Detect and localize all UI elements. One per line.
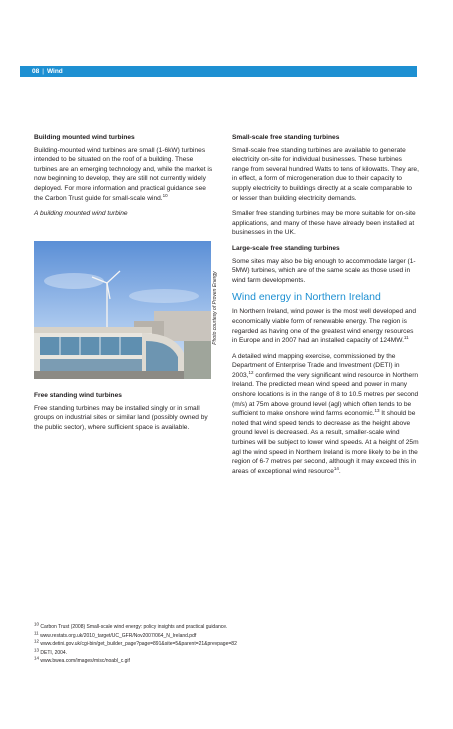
large-scale-para: Some sites may also be big enough to accommodate larger (1-5MW) turbines, which are of the same scale as those used in wind farm developments. [232, 257, 416, 284]
wind-mapping-para: A detailed wind mapping exercise, commissioned by the Department of Enterprise Trade and Investment (DETI) in 2003,12 confirmed the very significant wind resource in Northern Ireland. The predicted mean wind speed and power in many onshore locations is in the range of 8 to 10.5 metres per second (m/s) at 75m above ground level (agl) which often tends to be sufficient to make onshore wind farms economic.$^{13}$ It should be noted that wind speed tends to decrease as the height above ground level is decreased. As a result, smaller-scale wind turbines will be subject to lower wind speeds. At a height of 25m agl the wind speed in Northern Ireland is more likely to be in the region of 6-7 metres per second, although it may exceed this in areas of exceptional wind resource$^{14}$. [232, 352, 419, 475]
section-name: Wind [46, 68, 63, 75]
free-standing-heading: Free standing wind turbines [34, 392, 122, 399]
turbine-photo [34, 241, 211, 379]
footnote-ref: 14 [333, 465, 339, 471]
free-standing-body: Free standing turbines may be installed singly or in small groups on industrial sites or similar land (possibly owned by the public sector), where sufficient space is available. [34, 404, 208, 431]
ni-intro-para: In Northern Ireland, wind power is the most well developed and economically viable form of renewable energy. The region is regarded as having one of the greatest wind energy resources in Europe and in 2007 had an installed capacity of 124MW.$^{11}$ [232, 308, 416, 345]
footnote-ref: 12 [248, 369, 254, 375]
footnote: $^{13}$ DETI, 2004. [34, 647, 68, 656]
page-header-bar [20, 66, 417, 77]
building-mounted-body: Building-mounted wind turbines are small (1-6kW) turbines intended to be situated on the roof of a building. These turbines are an emerging technology and, while the market is now beginning to develop, they are still not currently widely deployed. For more information and practical guidance see the Carbon Trust guide for small-scale wind.$^{10}$ [34, 146, 213, 202]
footnote-ref: 11 [403, 334, 409, 340]
footnote: $^{12}$ www.detini.gov.uk/cgi-bin/get_builder_page?page=891&site=5&parent=21&prevpage=82 [34, 638, 237, 648]
page-number: 08 [32, 68, 40, 75]
building-mounted-heading: Building mounted wind turbines [34, 134, 135, 141]
footnote-ref: 10 [162, 192, 168, 198]
footnote: $^{11}$ www.restats.org.uk/2010_target/UC_GFR/Nov2007/064_N_Ireland.pdf [34, 629, 197, 639]
section-title: Wind energy in Northern Ireland [232, 291, 381, 304]
left-column-lower [34, 391, 214, 438]
footnote: $^{14}$ www.bwea.com/images/misc/noabl_c.gif [34, 655, 130, 665]
footnotes [34, 623, 424, 666]
smaller-turbines-para: Smaller free standing turbines may be more suitable for on-site applications, and many of these have already been installed at businesses in the UK. [232, 210, 416, 237]
footnote-ref: 13 [374, 408, 380, 414]
large-scale-heading: Large-scale free standing turbines [232, 244, 340, 252]
photo-caption: A building mounted wind turbine [34, 210, 128, 218]
photo-credit: Photo courtesy of Proven Energy [212, 271, 218, 345]
footnote: $^{10}$ Carbon Trust (2008) Small-scale wind energy: policy insights and practical guidance. [34, 621, 228, 630]
small-scale-heading: Small-scale free standing turbines [232, 134, 340, 141]
left-column [34, 133, 214, 225]
small-scale-para: Small-scale free standing turbines are available to generate electricity on-site for individual businesses. These turbines range from several hundred Watts to tens of kilowatts. They are, in effect, a form of microgeneration due to their capacity to supply electricity to buildings directly at a scale comparable to or lesser than building electricity demands. [232, 146, 419, 202]
right-column [232, 133, 419, 482]
header-separator: | [42, 68, 44, 75]
